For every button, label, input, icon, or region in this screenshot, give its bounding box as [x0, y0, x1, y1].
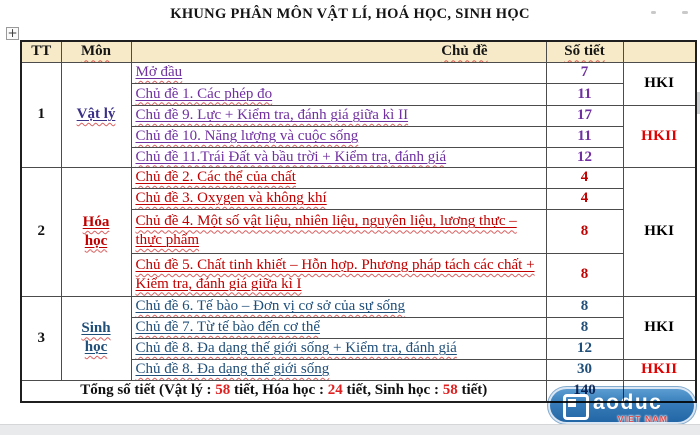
col-header-semester [623, 41, 696, 62]
semester-cell: HKI [623, 62, 696, 105]
page-title: KHUNG PHÂN MÔN VẬT LÍ, HOÁ HỌC, SINH HỌC [170, 6, 530, 22]
periods-cell: 8 [546, 253, 623, 296]
periods-cell: 11 [546, 126, 623, 147]
col-header-so-tiet: Số tiết [546, 41, 623, 62]
tt-cell: 3 [21, 296, 61, 380]
topic-cell: Chủ đề 8. Đa dạng thế giới sống [131, 359, 546, 380]
topic-cell: Mở đầu [131, 62, 546, 83]
semester-cell: HKI [623, 167, 696, 296]
periods-cell: 4 [546, 167, 623, 188]
periods-cell: 17 [546, 105, 623, 126]
periods-cell: 8 [546, 317, 623, 338]
topic-cell: Chủ đề 2. Các thể của chất [131, 167, 546, 188]
subject-cell: Vật lý [61, 62, 131, 167]
topic-cell: Chủ đề 6. Tế bào – Đơn vị cơ sở của sự sống [131, 296, 546, 317]
watermark-text: aoduc [593, 391, 663, 414]
periods-cell: 7 [546, 62, 623, 83]
photo-artifact [651, 11, 656, 14]
semester-cell: HKII [623, 359, 696, 380]
topic-cell: Chủ đề 4. Một số vật liệu, nhiên liệu, nguyên liệu, lương thực – thực phẩm [131, 209, 546, 253]
periods-cell: 8 [546, 296, 623, 317]
watermark-subtext: VIET NAM [617, 414, 668, 424]
periods-cell: 12 [546, 338, 623, 359]
topic-cell: Chủ đề 11.Trái Đất và bầu trời + Kiểm tra, đánh giá [131, 147, 546, 167]
chemistry-total: 24 [327, 382, 343, 399]
col-header-tt: TT [21, 41, 61, 62]
periods-cell: 11 [546, 83, 623, 105]
page-bottom-strip [0, 424, 700, 435]
periods-cell: 12 [546, 147, 623, 167]
topic-cell: Chủ đề 1. Các phép đo [131, 83, 546, 105]
topic-cell: Chủ đề 9. Lực + Kiểm tra, đánh giá giữa kì II [131, 105, 546, 126]
table-move-handle-icon[interactable]: + [7, 26, 18, 40]
physics-total: 58 [215, 382, 231, 399]
tt-cell: 2 [21, 167, 61, 296]
subject-cell: Hóa học [61, 167, 131, 296]
topic-cell: Chủ đề 10. Năng lượng và cuộc sống [131, 126, 546, 147]
semester-cell: HKII [623, 105, 696, 167]
topic-cell: Chủ đề 5. Chất tinh khiết – Hỗn hợp. Phương pháp tách các chất + Kiểm tra, đánh giá giữa kì I [131, 253, 546, 296]
subject-cell: Sinh học [61, 296, 131, 380]
table-row [21, 167, 696, 188]
giaoduc-logo-icon [563, 394, 589, 420]
periods-cell: 8 [546, 209, 623, 253]
topic-cell: Chủ đề 3. Oxygen và không khí [131, 188, 546, 209]
giaoduc-watermark [548, 387, 696, 424]
periods-cell: 4 [546, 188, 623, 209]
topic-cell: Chủ đề 8. Đa dạng thế giới sống + Kiểm tra, đánh giá [131, 338, 546, 359]
table-row [21, 62, 696, 83]
biology-total: 58 [442, 382, 458, 399]
semester-cell: HKI [623, 296, 696, 359]
topic-cell: Chủ đề 7. Từ tế bào đến cơ thể [131, 317, 546, 338]
tt-cell: 1 [21, 62, 61, 167]
photo-artifact [682, 11, 688, 14]
curriculum-table [20, 40, 697, 403]
header-row [21, 41, 696, 62]
col-header-chu-de: Chủ đề [131, 41, 546, 62]
total-label-cell: Tổng số tiết (Vật lý : 58 tiết, Hóa học : 24 tiết, Sinh học : 58 tiết) [21, 380, 546, 402]
table-row [21, 296, 696, 317]
periods-cell: 30 [546, 359, 623, 380]
col-header-mon: Môn [61, 41, 131, 62]
